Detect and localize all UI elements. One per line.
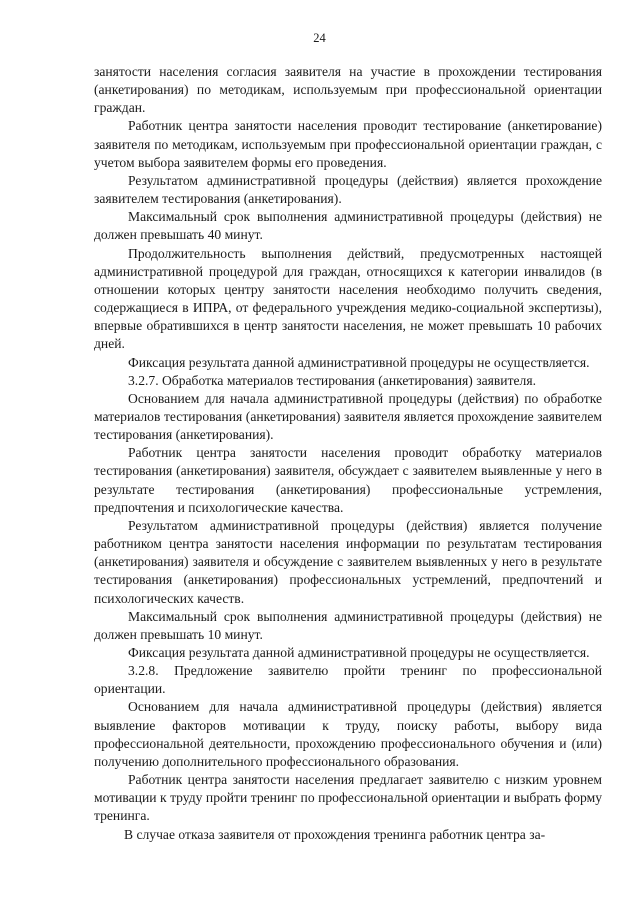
paragraph: Основанием для начала административной процедуры (действия) по обработке материалов тестирования (анкетирования) заявителя является прохождение заявителем тестирования (анкетирования). xyxy=(94,390,602,443)
paragraph: Работник центра занятости населения проводит обработку материалов тестирования (анкетирования) заявителя, обсуждает с заявителем выявленные у него в результате тестирования (анкетирования) профессиональные устремления, предпочтения и психологические качества. xyxy=(94,445,602,515)
document-body xyxy=(94,63,602,844)
section-heading: 3.2.8. Предложение заявителю пройти тренинг по профессиональной ориентации. xyxy=(94,663,602,697)
paragraph: Работник центра занятости населения предлагает заявителю с низким уровнем мотивации к труду пройти тренинг по профессиональной ориентации и выбрать форму тренинга. xyxy=(94,772,602,824)
paragraph: Продолжительность выполнения действий, предусмотренных настоящей административной процедурой для граждан, относящихся к категории инвалидов (в отношении которых центру занятости населения необходимо получить сведения, содержащиеся в ИПРА, от федерального учреждения медико-социальной экспертизы), впервые обратившихся в центр занятости населения, не может превышать 10 рабочих дней. xyxy=(94,245,602,352)
section-heading: 3.2.7. Обработка материалов тестирования (анкетирования) заявителя. xyxy=(128,372,536,388)
paragraph: Работник центра занятости населения проводит тестирование (анкетирование) заявителя по методикам, используемым при профессиональной ориентации граждан, с учетом выбора заявителем формы его проведения. xyxy=(94,118,602,170)
paragraph: Результатом административной процедуры (действия) является получение работником центра занятости населения информации по результатам тестирования (анкетирования) заявителя и обсуждение с заявителем выявленных у него в результате тестирования (анкетирования) профессиональных устремлений, предпочтений и психологических качеств. xyxy=(94,517,602,606)
paragraph: Фиксация результата данной административной процедуры не осуществляется. xyxy=(128,645,590,660)
paragraph: В случае отказа заявителя от прохождения тренинга работник центра за- xyxy=(124,826,546,842)
paragraph: Максимальный срок выполнения административной процедуры (действия) не должен превышать 40 минут. xyxy=(94,209,602,243)
paragraph: Результатом административной процедуры (действия) является прохождение заявителем тестирования (анкетирования). xyxy=(94,172,602,207)
paragraph: Максимальный срок выполнения административной процедуры (действия) не должен превышать 10 минут. xyxy=(94,608,602,642)
paragraph: Фиксация результата данной административной процедуры не осуществляется. xyxy=(128,354,590,370)
paragraph: Основанием для начала административной процедуры (действия) является выявление факторов мотивации к труду, поиску работы, выбору вида профессиональной деятельности, прохождению профессионального обучения и (или) получению дополнительного профессионального образования. xyxy=(94,699,602,769)
page-number: 24 xyxy=(313,31,326,45)
paragraph: занятости населения согласия заявителя на участие в прохождении тестирования (анкетирования) по методикам, используемым при профессиональной ориентации граждан. xyxy=(94,64,602,116)
